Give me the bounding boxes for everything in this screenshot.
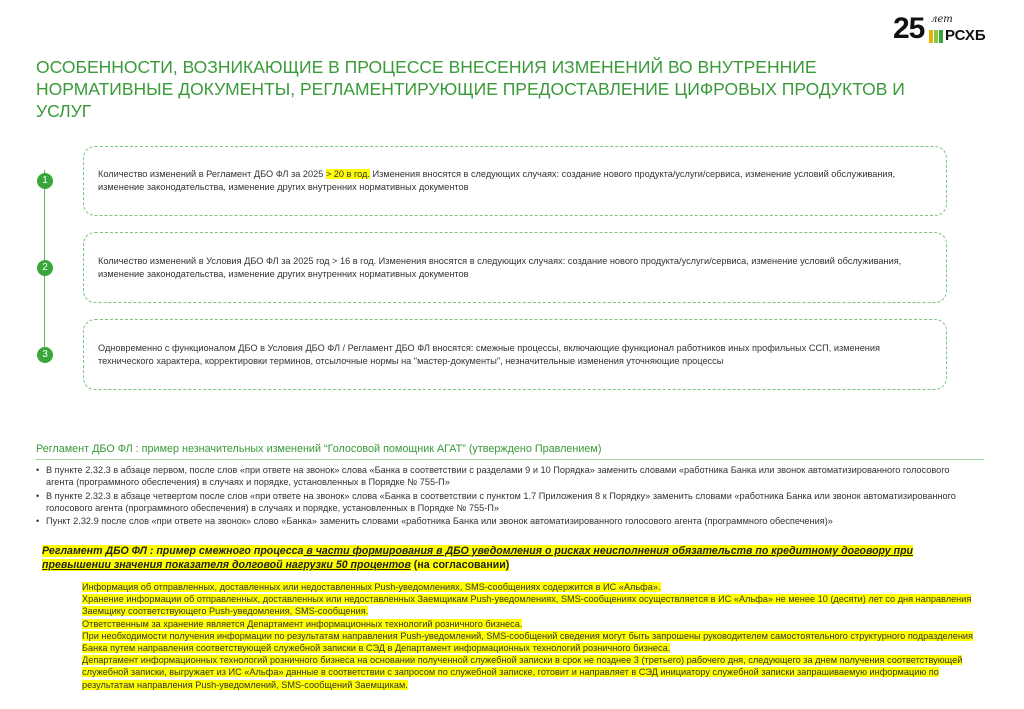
rshb-25-logo (893, 14, 1003, 48)
logo-let: лет (931, 14, 953, 25)
step-1-text: Количество изменений в Регламент ДБО ФЛ за 2025 > 20 в год. Изменения вносятся в следующих случаях: создание нового продукта/услуги/сервиса, изменение условий обслуживания, изменение законодательства, изменение других внутренних нормативных документов (98, 169, 896, 192)
logo-number: 25 (893, 12, 925, 45)
bullet-list (36, 464, 976, 528)
example-title: Регламент ДБО ФЛ : пример смежного процесса в части формирования в ДБО уведомления о рисках неисполнения обязательств по кредитному договору при превышении значения показателя долговой нагрузки 50 процентов (на согласовании) (42, 545, 914, 571)
bullet-item: • В пункте 2.32.3 в абзаце четвертом после слов «при ответе на звонок» слова «Банка в соответствии с пунктом 1.7 Приложения 8 к Порядку» заменить словами «работника Банка или звонок автоматизированного голосового агента (программного обеспечения) в случаях и порядке, установленных в Порядке № 755-П» (36, 490, 976, 515)
step-2-text: Количество изменений в Условия ДБО ФЛ за 2025 год > 16 в год. Изменения вносятся в следующих случаях: создание нового продукта/услуги/сервиса, изменение условий обслуживания, изменение законодательства, изменение других внутренних нормативных документов (98, 256, 902, 279)
example-body (36, 581, 980, 691)
step-3-marker: 3 (37, 347, 53, 363)
logo-bars-icon (929, 30, 943, 43)
step-3-text: Одновременно с функционалом ДБО в Условия ДБО ФЛ / Регламент ДБО ФЛ вносятся: смежные процессы, включающие функционал работников иных профильных ССП, изменения технического характера, корректировки терминов, отсылочные нормы на "мастер-документы", незначительные изменения уточняющие процессы (98, 343, 880, 366)
bullet-item: • В пункте 2.32.3 в абзаце первом, после слов «при ответе на звонок» слова «Банка в соответствии с разделами 9 и 10 Порядка» заменить словами «работника Банка или звонок автоматизированного голосового агента (программного обеспечения) в случаях и порядке, установленных в Порядке № 755-П» (36, 464, 976, 489)
step-2-marker: 2 (37, 260, 53, 276)
section-title: Регламент ДБО ФЛ : пример незначительных изменений “Голосовой помощник АГАТ” (утверждено Правлением) (36, 443, 602, 455)
step-2-box (83, 232, 947, 303)
logo-name: РСХБ (945, 27, 986, 44)
section-divider (36, 459, 984, 460)
step-1-highlight: > 20 в год. (325, 169, 370, 179)
bullet-item: • Пункт 2.32.9 после слов «при ответе на звонок» слово «Банка» заменить словами «работника Банка или звонок автоматизированного голосового агента (программного обеспечения)» (36, 515, 976, 527)
step-1-marker: 1 (37, 173, 53, 189)
example-paragraph: Хранение информации об отправленных, доставленных или недоставленных Заемщикам Push-уведомлениях, SMS-сообщениях осуществляется в ИС «Альфа» не менее 10 (десяти) лет со дня направления Заемщику соответствующего Push-уведомления, SMS-сообщения. (82, 594, 972, 617)
example-paragraph: Департамент информационных технологий розничного бизнеса на основании полученной служебной записки в срок не позднее 3 (третьего) рабочего дня, следующего за днем получения соответствующей служебной записки, выгружает из ИС «Альфа» данные в соответствии с запросом по служебной записке, готовит и направляет в СЭД инициатору служебной записки запрашиваемую информацию по результатам направления Push-уведомлений, SMS-сообщений Заемщикам. (82, 655, 963, 690)
step-1-box (83, 146, 947, 216)
step-3-box (83, 319, 947, 390)
page-title: ОСОБЕННОСТИ, ВОЗНИКАЮЩИЕ В ПРОЦЕССЕ ВНЕСЕНИЯ ИЗМЕНЕНИЙ ВО ВНУТРЕННИЕ НОРМАТИВНЫЕ ДОКУМЕНТЫ, РЕГЛАМЕНТИРУЮЩИЕ ПРЕДОСТАВЛЕНИЕ ЦИФРОВЫХ ПРОДУКТОВ И УСЛУГ (36, 57, 905, 121)
example-paragraph: При необходимости получения информации по результатам направления Push-уведомлений, SMS-сообщений сведения могут быть запрошены руководителем самостоятельного структурного подразделения Банка путем направления соответствующей служебной записки в СЭД в Департамент информационных технологий розничного бизнеса. (82, 630, 974, 654)
example-paragraph: Информация об отправленных, доставленных или недоставленных Push-уведомлениях, SMS-сообщениях содержится в ИС «Альфа». (82, 582, 661, 592)
example-paragraph: Ответственным за хранение является Департамент информационных технологий розничного бизнеса. (82, 618, 523, 629)
